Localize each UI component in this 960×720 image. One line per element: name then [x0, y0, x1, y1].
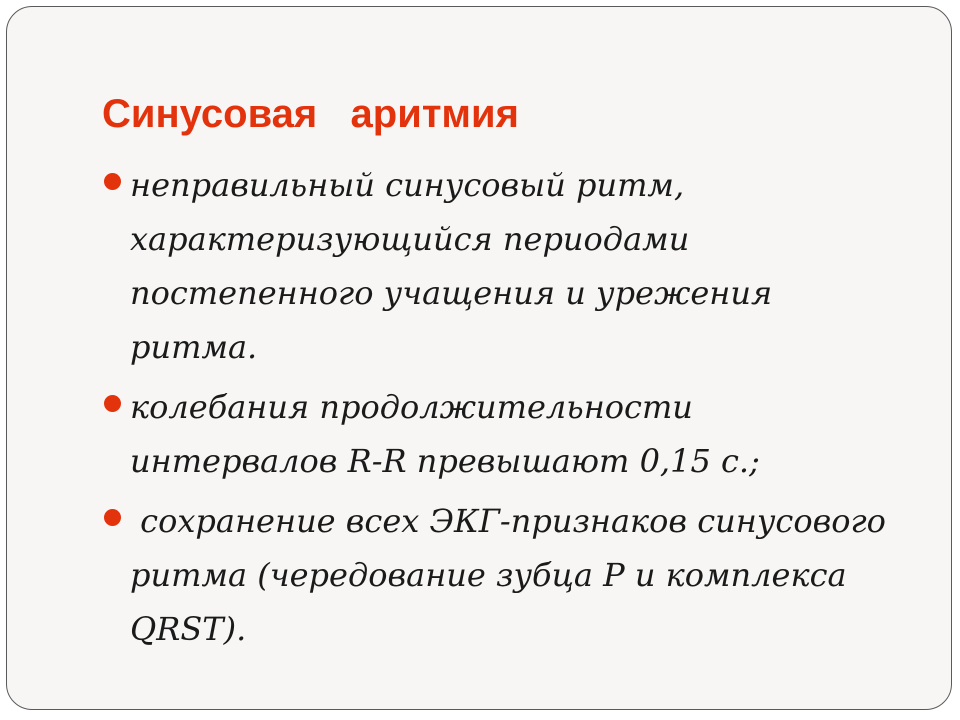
bullet-dot-icon [104, 173, 121, 190]
slide-title: Синусовая аритмия [102, 92, 519, 136]
bullet-dot-icon [104, 395, 121, 412]
bullet-item [104, 158, 894, 374]
bullet-item [104, 380, 894, 488]
bullet-dot-icon [104, 509, 121, 526]
bullet-text: сохранение всех ЭКГ-признаков синусового ритма (чередование зубца P и комплекса QRST). [130, 502, 897, 648]
bullet-item [104, 494, 897, 656]
bullet-text: неправильный синусовый ритм, характеризующийся периодами постепенного учащения и урежения ритма. [130, 166, 773, 366]
bullet-text: колебания продолжительности интервалов R-R превышают 0,15 с.; [130, 388, 760, 480]
bullet-list [104, 158, 897, 662]
